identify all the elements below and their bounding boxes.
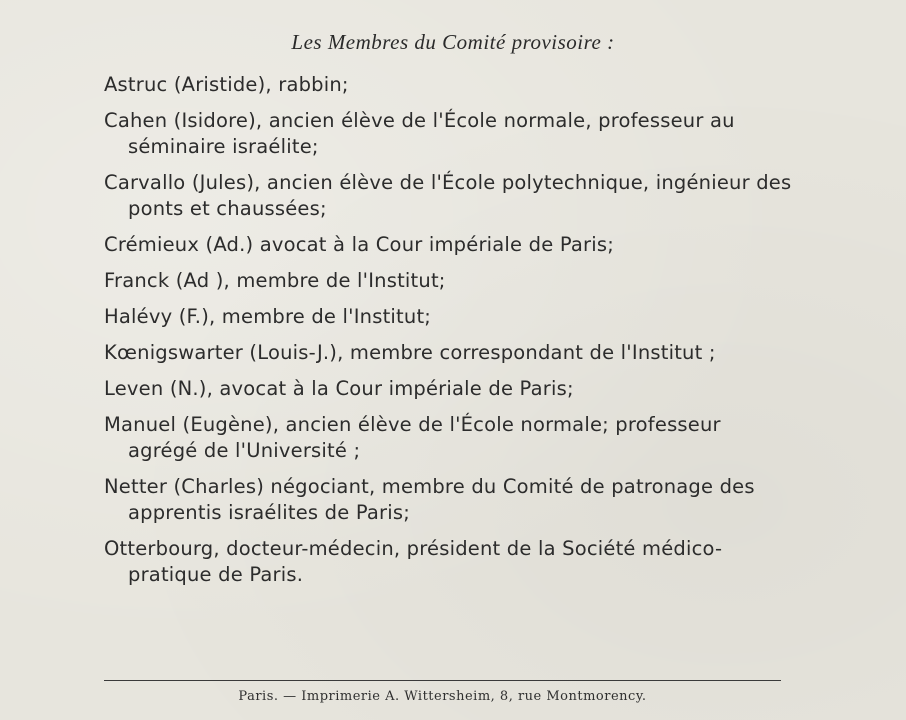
member-entry-carvallo: Carvallo (Jules), ancien élève de l'École polytechnique, ingénieur des ponts et chaussées; bbox=[104, 171, 792, 220]
member-entry-leven: Leven (N.), avocat à la Cour impériale de Paris; bbox=[104, 377, 574, 400]
member-entry-halevy: Halévy (F.), membre de l'Institut; bbox=[104, 305, 432, 328]
footer-rule bbox=[104, 680, 781, 681]
member-list bbox=[104, 72, 794, 598]
member-entry-koenigswarter: Kœnigswarter (Louis-J.), membre correspondant de l'Institut ; bbox=[104, 341, 716, 364]
member-entry-cremieux: Crémieux (Ad.) avocat à la Cour impériale de Paris; bbox=[104, 233, 615, 256]
member-entry-otterbourg: Otterbourg, docteur-médecin, président de la Société médico-pratique de Paris. bbox=[104, 537, 723, 586]
member-entry-manuel: Manuel (Eugène), ancien élève de l'École normale; professeur agrégé de l'Université ; bbox=[104, 413, 721, 462]
member-entry-netter: Netter (Charles) négociant, membre du Comité de patronage des apprentis israélites de Paris; bbox=[104, 475, 755, 524]
member-entry-franck: Franck (Ad ), membre de l'Institut; bbox=[104, 269, 446, 292]
printer-imprint: Paris. — Imprimerie A. Wittersheim, 8, rue Montmorency. bbox=[238, 689, 647, 704]
member-entry-astruc: Astruc (Aristide), rabbin; bbox=[104, 73, 349, 96]
member-entry-cahen: Cahen (Isidore), ancien élève de l'École normale, professeur au séminaire israélite; bbox=[104, 109, 735, 158]
section-heading: Les Membres du Comité provisoire : bbox=[291, 30, 615, 54]
